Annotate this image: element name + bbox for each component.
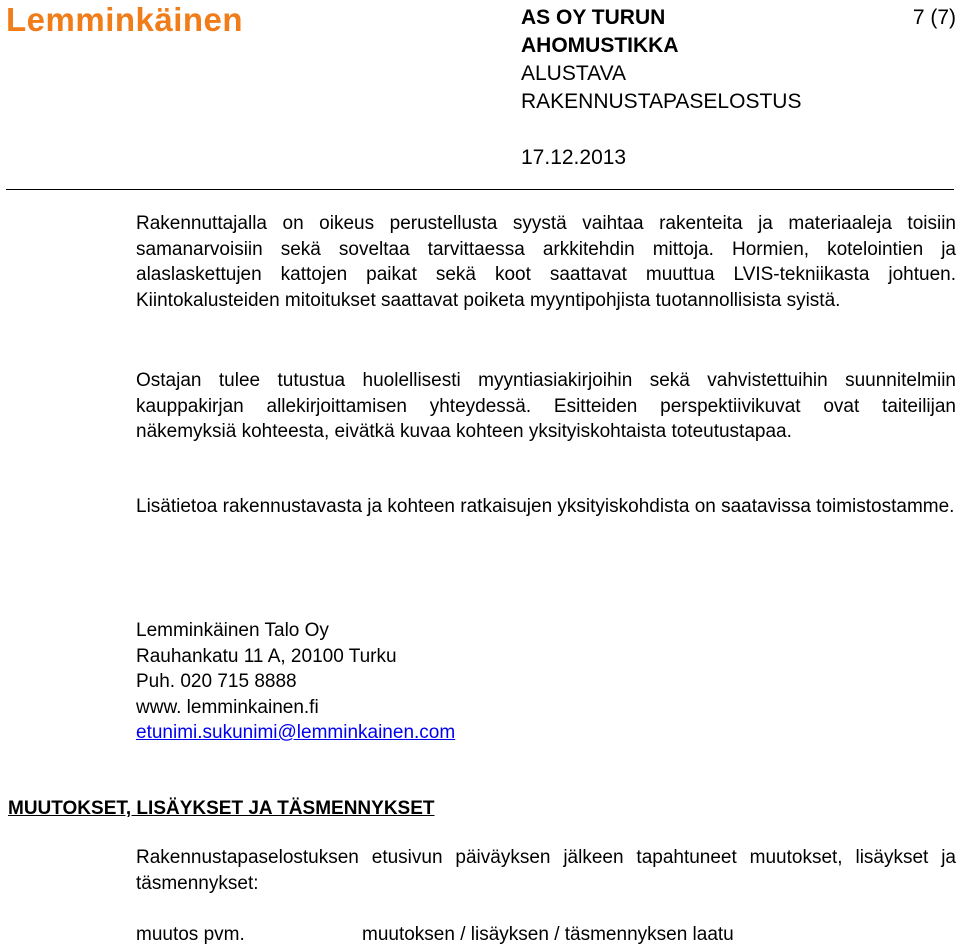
header-title-line1: AS OY TURUN xyxy=(521,6,666,29)
company-logo: Lemminkäinen xyxy=(6,1,244,38)
changes-column-description: muutoksen / lisäyksen / täsmennyksen laatu xyxy=(362,924,734,945)
paragraph-more-info: Lisätietoa rakennustavasta ja kohteen ratkaisujen yksityiskohdista on saatavissa toimistostamme. xyxy=(136,496,955,517)
changes-column-date: muutos pvm. xyxy=(136,924,245,945)
page-number: 7 (7) xyxy=(912,6,956,29)
document-header xyxy=(521,4,801,172)
header-date: 17.12.2013 xyxy=(521,146,627,169)
header-subtitle1: ALUSTAVA xyxy=(521,62,627,85)
contact-block xyxy=(136,618,455,746)
paragraph-materials: Rakennuttajalla on oikeus perustellusta syystä vaihtaa rakenteita ja materiaaleja toisiin samanarvoisiin sekä soveltaa tarvittaessa arkkitehdin mittoja. Hormien, kotelointien ja alaslaskettujen kattojen paikat sekä koot saattavat muuttua LVIS-tekniikasta johtuen. Kiintokalusteiden mitoitukset saattavat poiketa myyntipohjista tuotannollisista syistä. xyxy=(136,213,956,311)
header-divider xyxy=(6,189,954,190)
contact-address: Rauhankatu 11 A, 20100 Turku xyxy=(136,645,397,667)
contact-company: Lemminkäinen Talo Oy xyxy=(136,620,329,641)
changes-intro: Rakennustapaselostuksen etusivun päiväyksen jälkeen tapahtuneet muutokset, lisäykset ja täsmennykset: xyxy=(136,847,956,894)
contact-website: www. lemminkainen.fi xyxy=(136,696,319,718)
contact-phone: Puh. 020 715 8888 xyxy=(136,671,297,692)
paragraph-buyer-notice: Ostajan tulee tutustua huolellisesti myyntiasiakirjoihin sekä vahvistettuihin suunnitelmiin kauppakirjan allekirjoittamisen yhteydessä. Esitteiden perspektiivikuvat ovat taiteilijan näkemyksiä kohteesta, eivätkä kuvaa kohteen yksityiskohtaista toteutustapaa. xyxy=(136,370,956,442)
header-subtitle2: RAKENNUSTAPASELOSTUS xyxy=(521,90,802,113)
contact-email-link[interactable]: etunimi.sukunimi@lemminkainen.com xyxy=(136,722,456,743)
header-title-line2: AHOMUSTIKKA xyxy=(521,34,679,57)
changes-heading: MUUTOKSET, LISÄYKSET JA TÄSMENNYKSET xyxy=(8,798,435,819)
